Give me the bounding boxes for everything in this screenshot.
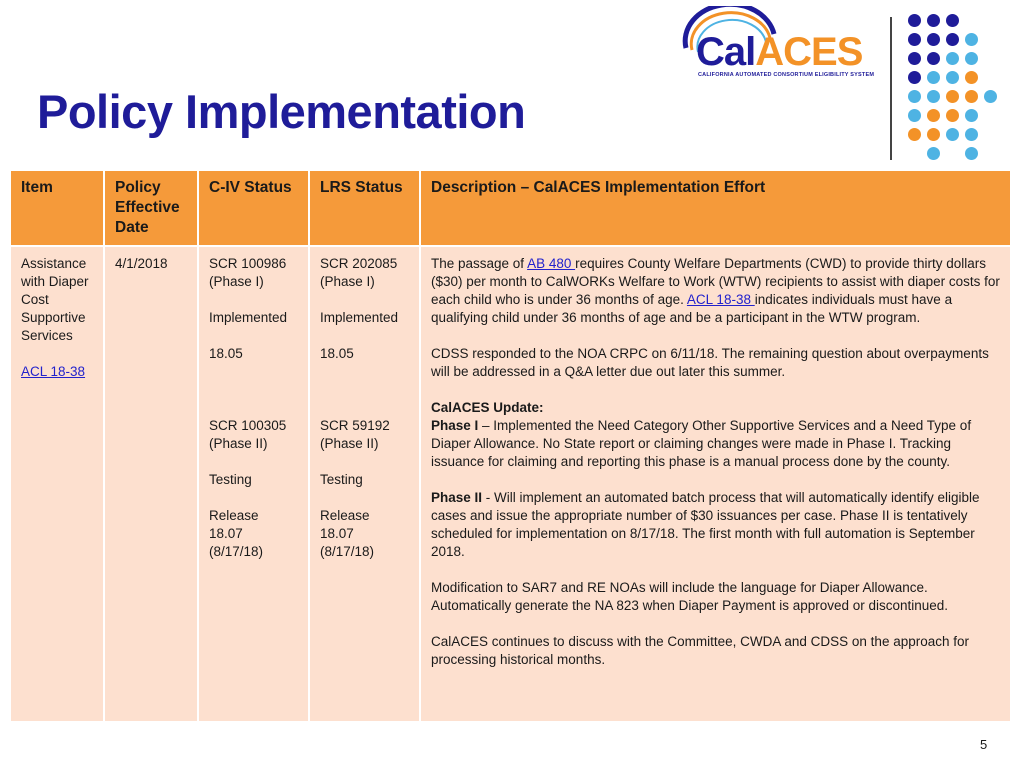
decorative-dot — [965, 90, 978, 103]
logo-wordmark — [696, 30, 862, 75]
decorative-dot — [984, 90, 997, 103]
decorative-dot — [927, 90, 940, 103]
policy-table — [9, 169, 1012, 723]
decorative-dot — [908, 14, 921, 27]
decorative-dot — [927, 52, 940, 65]
decorative-dot — [927, 147, 940, 160]
header-civ-status: C-IV Status — [199, 171, 308, 245]
decorative-dot — [908, 71, 921, 84]
decorative-dot — [965, 71, 978, 84]
cell-lrs-status — [310, 247, 419, 721]
decorative-dot — [908, 128, 921, 141]
decorative-dot — [908, 90, 921, 103]
table-header-row — [11, 171, 1010, 245]
header-description: Description – CalACES Implementation Effort — [421, 171, 1010, 245]
logo-aces: ACES — [755, 30, 863, 74]
decorative-dot — [927, 128, 940, 141]
decorative-dot — [946, 128, 959, 141]
vertical-divider — [890, 17, 892, 160]
header-item: Item — [11, 171, 103, 245]
lrs-phase1-status: SCR 202085 (Phase I) Implemented 18.05 — [320, 256, 399, 361]
lrs-phase2-status: SCR 59192 (Phase II) Testing Release 18.07 (8/17/18) — [320, 418, 390, 559]
desc-paragraph-update — [431, 399, 1000, 471]
decorative-dot — [946, 52, 959, 65]
decorative-dot — [965, 128, 978, 141]
desc-paragraph-modification: Modification to SAR7 and RE NOAs will include the language for Diaper Allowance. Automatically generate the NA 823 when Diaper Payment is approved or discontinued. — [431, 580, 949, 613]
decorative-dot — [946, 90, 959, 103]
desc-paragraph-phase2 — [431, 489, 1000, 561]
acl-18-38-link[interactable]: ACL 18-38 — [686, 292, 755, 307]
desc-paragraph-historical: CalACES continues to discuss with the Committee, CWDA and CDSS on the approach for processing historical months. — [431, 634, 969, 667]
decorative-dot — [927, 14, 940, 27]
cell-item — [11, 247, 103, 721]
decorative-dot — [946, 109, 959, 122]
decorative-dot — [965, 52, 978, 65]
table-row — [11, 247, 1010, 721]
decorative-dot — [965, 147, 978, 160]
item-acl-link[interactable]: ACL 18-38 — [21, 364, 86, 379]
header-policy-effective-date: Policy Effective Date — [105, 171, 197, 245]
cell-civ-status — [199, 247, 308, 721]
item-text: Assistance with Diaper Cost Supportive Services — [21, 256, 89, 343]
ab480-link[interactable]: AB 480 — [527, 256, 576, 271]
logo-cal: Cal — [696, 30, 756, 74]
page-number: 5 — [980, 737, 988, 752]
decorative-dot — [927, 71, 940, 84]
decorative-dot — [965, 33, 978, 46]
desc-paragraph-cdss: CDSS responded to the NOA CRPC on 6/11/18. The remaining question about overpayments will be addressed in a Q&A letter due out later this summer. — [431, 346, 989, 379]
decorative-dot — [908, 33, 921, 46]
cell-description — [421, 247, 1010, 721]
calaces-logo — [678, 6, 878, 86]
phase2-label: Phase II — [431, 490, 483, 505]
phase2-text: - Will implement an automated batch process that will automatically identify eligible cases and issue the appropriate number of $30 issuances per case. Phase II is tentatively scheduled for implementation on 8/17/18. The first month with full automation is September 2018. — [431, 490, 980, 559]
decorative-dot — [965, 109, 978, 122]
update-heading: CalACES Update: — [431, 400, 544, 415]
decorative-dot — [946, 71, 959, 84]
page-title: Policy Implementation — [37, 85, 526, 138]
civ-phase1-status: SCR 100986 (Phase I) Implemented 18.05 — [209, 256, 288, 361]
logo-tagline: CALIFORNIA AUTOMATED CONSORTIUM ELIGIBILITY SYSTEM — [698, 72, 875, 78]
cell-effective-date: 4/1/2018 — [105, 247, 197, 721]
decorative-dot — [927, 109, 940, 122]
header-lrs-status: LRS Status — [310, 171, 419, 245]
decorative-dot — [908, 109, 921, 122]
decorative-dot — [908, 52, 921, 65]
decorative-dot — [927, 33, 940, 46]
decorative-dot — [946, 33, 959, 46]
desc-paragraph-ab480: The passage of AB 480 requires County Welfare Departments (CWD) to provide thirty dollars ($30) per month to CalWORKs Welfare to Work (WTW) recipients to assist with diaper costs for each child who is under 36 months of age. ACL 18-38 indicates individuals must have a qualifying child under 36 months of age and be a participant in the WTW program. — [431, 256, 1000, 325]
phase1-label: Phase I — [431, 418, 479, 433]
civ-phase2-status: SCR 100305 (Phase II) Testing Release 18.07 (8/17/18) — [209, 418, 287, 559]
decorative-dot — [946, 14, 959, 27]
dot-grid-decoration — [908, 14, 1008, 164]
phase1-text: – Implemented the Need Category Other Supportive Services and a Need Type of Diaper Allowance. No State report or claiming changes were made in Phase I. Tracking issuance for claiming and reporting this phase is a manual process done by the county. — [431, 418, 972, 469]
